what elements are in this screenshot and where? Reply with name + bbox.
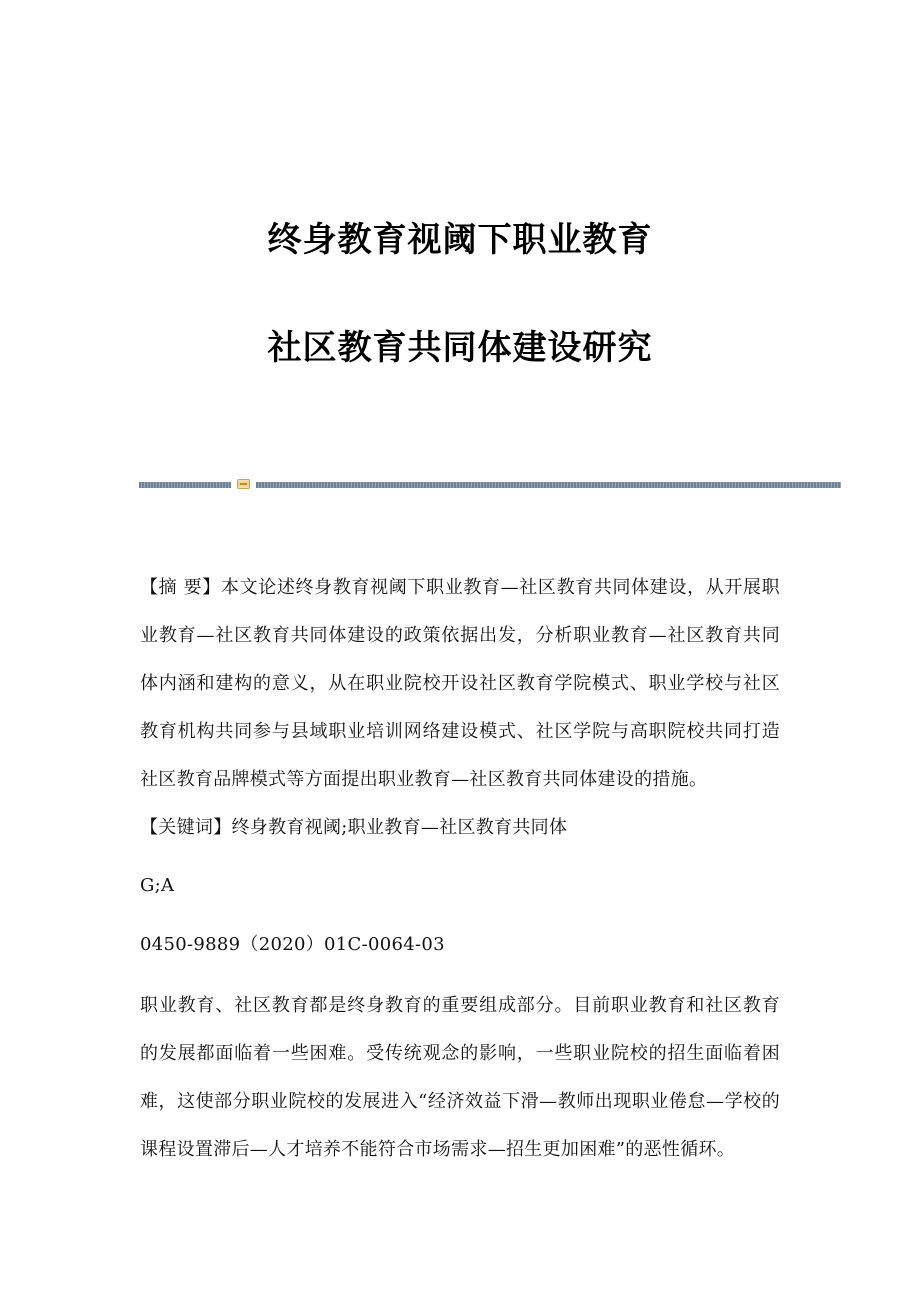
abstract-paragraph: [140, 564, 780, 804]
keywords-label: 【关键词】: [140, 817, 232, 838]
title-line-2: 社区教育共同体建设研究: [267, 328, 653, 368]
keywords-paragraph: [140, 804, 780, 852]
document-id: 0450-9889（2020）01C-0064-03: [140, 934, 445, 955]
divider-ornament-icon: [237, 479, 250, 489]
keywords-text: 终身教育视阈;职业教育—社区教育共同体: [231, 817, 568, 838]
keywords: [140, 804, 780, 852]
divider-bar-right: [256, 482, 841, 488]
divider-bar-left: [139, 482, 231, 488]
abstract-text: 本文论述终身教育视阈下职业教育—社区教育共同体建设，从开展职业教育—社区教育共同体建设的政策依据出发，分析职业教育—社区教育共同体内涵和建构的意义，从在职业院校开设社区教育学院模式、职业学校与社区教育机构共同参与县域职业培训网络建设模式、社区学院与高职院校共同打造社区教育品牌模式等方面提出职业教育—社区教育共同体建设的措施。: [140, 577, 780, 790]
abstract: [140, 564, 780, 804]
classification-code: G;A: [140, 875, 175, 896]
title-line-1: 终身教育视阈下职业教育: [267, 220, 653, 260]
abstract-label: 【摘 要】: [140, 577, 221, 598]
title-divider: [139, 478, 841, 492]
body-paragraph-1: [140, 982, 780, 1174]
body-paragraph-1-text: 职业教育、社区教育都是终身教育的重要组成部分。目前职业教育和社区教育的发展都面临着一些困难。受传统观念的影响，一些职业院校的招生面临着困难，这使部分职业院校的发展进入“经济效益下滑—教师出现职业倦怠—学校的课程设置滞后—人才培养不能符合市场需求—招生更加困难”的恶性循环。: [140, 995, 780, 1160]
